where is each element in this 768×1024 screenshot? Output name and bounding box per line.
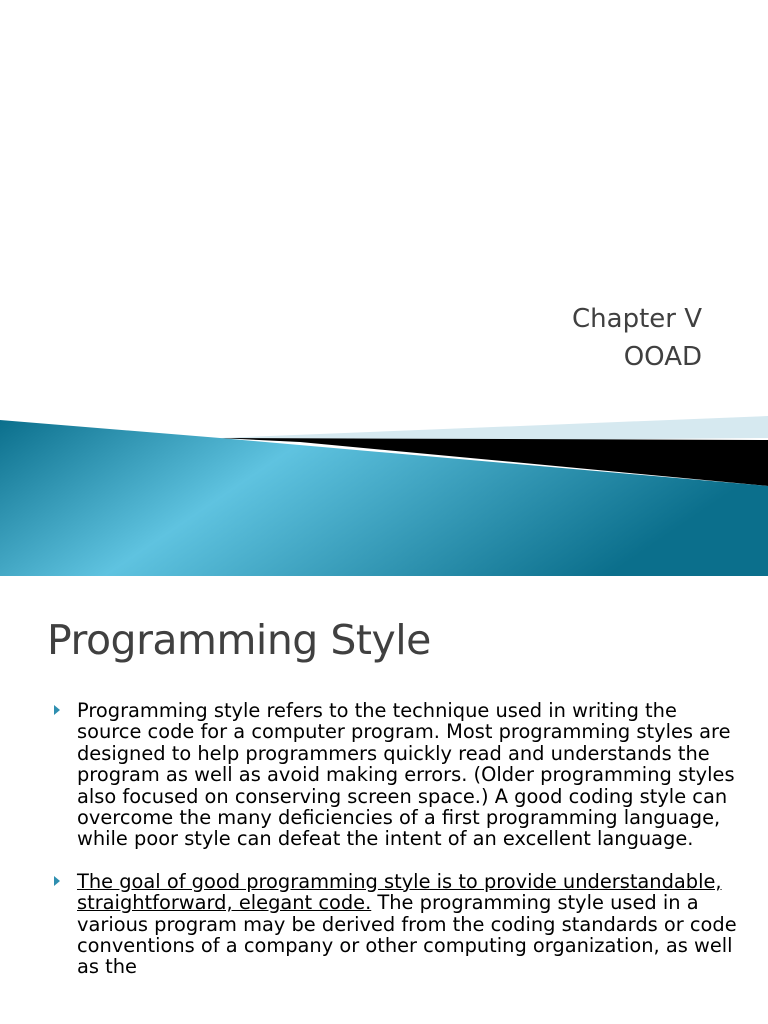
bullet-underlined-text: The goal of good programming style is to provide understandable, straightforward, elegant code. — [77, 869, 722, 915]
pale-band — [220, 416, 768, 442]
subtitle-line-chapter: Chapter V — [572, 304, 702, 334]
slide-title: Programming Style — [47, 616, 431, 664]
bullet-item — [54, 700, 744, 850]
subtitle-line-course: OOAD — [623, 342, 702, 372]
bullet-item — [54, 871, 744, 978]
bullet-list — [54, 700, 744, 999]
triangle-bullet-icon — [54, 876, 60, 886]
bullet-text: Programming style refers to the technique used in writing the source code for a computer program. Most programming styles are designed to help programmers quickly read and understands the program as well as avoid making errors. (Older programming styles also focused on conserving screen space.) A good coding style can overcome the many deficiencies of a first programming language, while poor style can defeat the intent of an excellent language. — [77, 699, 735, 851]
decorative-wave-banner — [0, 400, 768, 576]
content-slide — [0, 576, 768, 1024]
triangle-bullet-icon — [54, 705, 60, 715]
bullet-text: The programming style used in a various program may be derived from the coding standards or code conventions of a company or other computing organization, as well as the — [77, 891, 737, 979]
subtitle — [572, 300, 702, 376]
